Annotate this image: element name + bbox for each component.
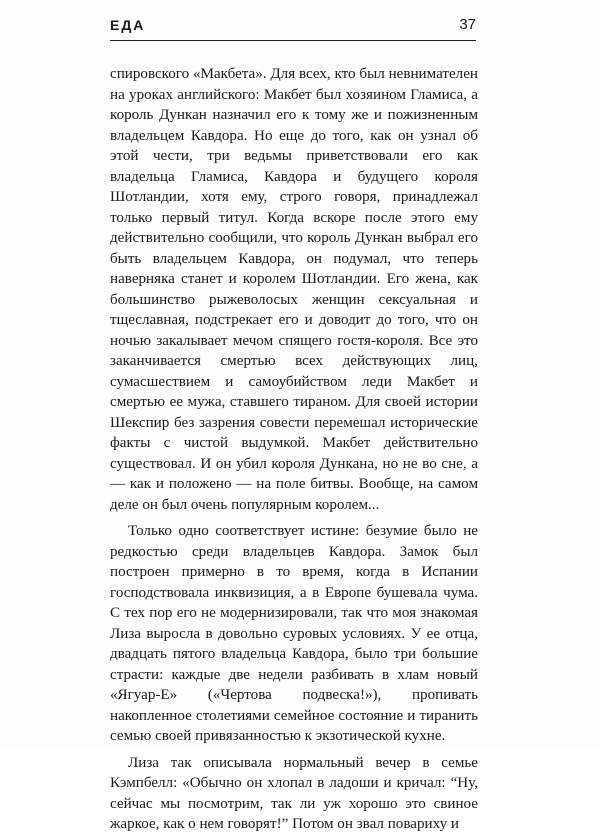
running-head: [110, 14, 476, 41]
section-title: ЕДА: [110, 17, 146, 33]
paragraph: Лиза так описывала нормальный вечер в семье Кэмпбелл: «Обычно он хлопал в ладоши и кричал: “Ну, сейчас мы посмотрим, так ли уж хорошо это свиное жаркое, как о нем говорят!” Потом он звал повариху и: [110, 754, 478, 832]
body-text: [110, 64, 478, 835]
page-number: 37: [459, 16, 476, 33]
paragraph: Только одно соответствует истине: безумие было не редкостью среди владельцев Кавдора. Замок был построен примерно в то время, когда в Испании господствовала инквизиция, а в Европе бушевала чума. С тех пор его не модернизировали, так что моя знакомая Лиза выросла в довольно суровых условиях. У ее отца, двадцать пятого владельца Кавдора, было три большие страсти: каждые две недели разбивать в хлам новый «Ягуар-Е» («Чертова подвеска!»), пропивать накопленное столетиями семейное состояние и тиранить семью своей привязанностью к экзотической кухне.: [110, 523, 478, 744]
paragraph-continued: спировского «Макбета». Для всех, кто был невнимателен на уроках английского: Макбет был хозяином Гламиса, а король Дункан назначил его к тому же и пожизненным владельцем Кавдора. Но еще до того, как он узнал об этой чести, три ведьмы приветствовали его как владельца Гламиса, Кавдора и будущего короля Шотландии, хотя ему, строго говоря, принадлежал только первый титул. Когда вскоре после этого ему действительно сообщили, что король Дункан выбрал его быть владельцем Кавдора, он подумал, что теперь наверняка станет и королем Шотландии. Его жена, как большинство рыжеволосых женщин сексуальная и тщеславная, подстрекает его и доводит до того, что он ночью закалывает мечом спящего гостя-короля. Все это заканчивается смертью всех действующих лиц, сумасшествием и самоубийством леди Макбет и смертью ее мужа, ставшего тираном. Для своей истории Шекспир без зазрения совести перемешал исторические факты с чистой выдумкой. Макбет действительно существовал. И он убил короля Дункана, но не во сне, а — как и положено — на поле битвы. Вообще, на самом деле он был очень популярным королем...: [110, 66, 478, 513]
